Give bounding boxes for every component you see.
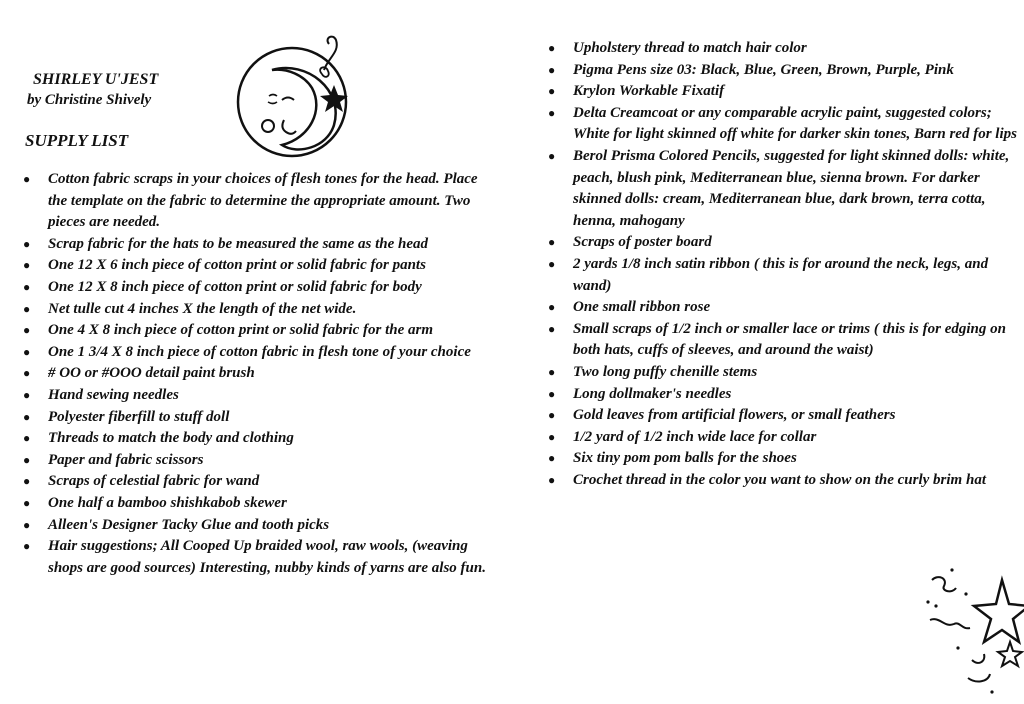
supply-item: ● Polyester fiberfill to stuff doll [20, 407, 490, 429]
supply-item: ● 2 yards 1/8 inch satin ribbon ( this is for around the neck, legs, and wand) [545, 254, 1023, 297]
supply-item: ● One 1 3/4 X 8 inch piece of cotton fabric in flesh tone of your choice [20, 342, 490, 364]
supply-item: ● Threads to match the body and clothing [20, 428, 490, 450]
supply-item: ● # OO or #OOO detail paint brush [20, 363, 490, 385]
stars-decoration-icon [922, 560, 1024, 704]
supply-item: ● Krylon Workable Fixatif [545, 81, 1023, 103]
supply-item: ● Two long puffy chenille stems [545, 362, 1023, 384]
supply-item: ● Gold leaves from artificial flowers, or small feathers [545, 405, 1023, 427]
supply-item: ● One half a bamboo shishkabob skewer [20, 493, 490, 515]
supply-list-left [20, 169, 490, 579]
supply-item: ● One small ribbon rose [545, 297, 1023, 319]
supply-item: ● Upholstery thread to match hair color [545, 38, 1023, 60]
supply-item: ● Scrap fabric for the hats to be measured the same as the head [20, 234, 490, 256]
supply-list-right [545, 38, 1023, 491]
supply-item: ● Crochet thread in the color you want to show on the curly brim hat [545, 470, 1023, 492]
supply-item: ● Net tulle cut 4 inches X the length of the net wide. [20, 299, 490, 321]
supply-item: ● Cotton fabric scraps in your choices of flesh tones for the head. Place the template on the fabric to determine the appropriate amount. Two pieces are needed. [20, 169, 490, 234]
supply-item: ● Paper and fabric scissors [20, 450, 490, 472]
supply-item: ● Berol Prisma Colored Pencils, suggested for light skinned dolls: white, peach, blush pink, Mediterranean blue, sienna brown. For darker skinned dolls: cream, Mediterranean blue, dark brown, terra cotta, henna, mahogany [545, 146, 1023, 232]
supply-item: ● Hair suggestions; All Cooped Up braided wool, raw wools, (weaving shops are good sources) Interesting, nubby kinds of yarns are also fun. [20, 536, 490, 579]
supply-item: ● One 12 X 8 inch piece of cotton print or solid fabric for body [20, 277, 490, 299]
supply-item: ● One 4 X 8 inch piece of cotton print or solid fabric for the arm [20, 320, 490, 342]
supply-item: ● Alleen's Designer Tacky Glue and tooth picks [20, 515, 490, 537]
moon-face-icon [232, 30, 357, 160]
supply-item: ● Six tiny pom pom balls for the shoes [545, 448, 1023, 470]
supply-item: ● Pigma Pens size 03: Black, Blue, Green, Brown, Purple, Pink [545, 60, 1023, 82]
supply-item: ● 1/2 yard of 1/2 inch wide lace for collar [545, 427, 1023, 449]
pattern-title: SHIRLEY U'JEST [33, 71, 159, 88]
supply-item: ● Long dollmaker's needles [545, 384, 1023, 406]
supply-item: ● Hand sewing needles [20, 385, 490, 407]
supply-item: ● Delta Creamcoat or any comparable acrylic paint, suggested colors; White for light skinned off white for darker skin tones, Barn red for lips [545, 103, 1023, 146]
section-heading: SUPPLY LIST [25, 131, 129, 150]
author-byline: by Christine Shively [27, 92, 152, 108]
supply-item: ● Scraps of celestial fabric for wand [20, 471, 490, 493]
supply-item: ● Small scraps of 1/2 inch or smaller lace or trims ( this is for edging on both hats, cuffs of sleeves, and around the waist) [545, 319, 1023, 362]
supply-item: ● One 12 X 6 inch piece of cotton print or solid fabric for pants [20, 255, 490, 277]
supply-item: ● Scraps of poster board [545, 232, 1023, 254]
